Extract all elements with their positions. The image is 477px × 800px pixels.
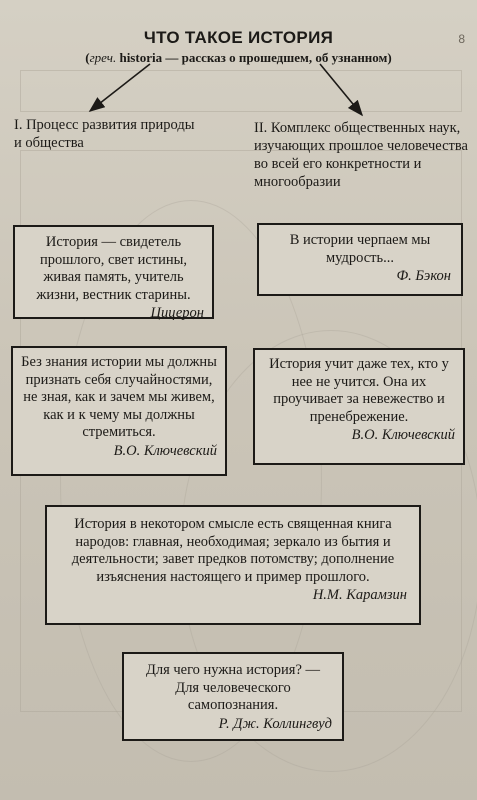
quote-box-cicero <box>13 225 214 319</box>
arrow-to-definition-2 <box>320 64 362 115</box>
quote-box-klyuchevsky-1 <box>11 346 227 476</box>
definition-sciences: II. Комплекс общественных наук, изучающих прошлое человечества во всей его конкретности и многообразии <box>254 120 468 190</box>
quote-author: В.О. Ключевский <box>351 427 455 443</box>
quote-box-collingwood <box>122 652 344 741</box>
quote-text: Без знания истории мы должны признать себя случайностями, не зная, как и зачем мы живем, как и к чему мы должны стремиться. <box>21 354 217 440</box>
quote-text: Для чего нужна история? — Для человеческого самопознания. <box>145 662 321 713</box>
quote-text: В истории черпаем мы мудрость... <box>289 232 431 266</box>
etymology-prefix: греч. <box>89 50 117 65</box>
arrow-to-definition-1 <box>90 64 150 111</box>
quote-box-klyuchevsky-2 <box>253 348 465 465</box>
quote-box-bacon <box>257 223 463 296</box>
quote-author: В.О. Ключевский <box>113 442 217 459</box>
quote-author: Ф. Бэкон <box>396 268 451 284</box>
quote-author: Н.М. Карамзин <box>312 587 407 603</box>
etymology-word: historia <box>119 50 163 65</box>
quote-text: История в некотором смысле есть священная книга народов: главная, необходимая; зеркало из бытия и деятельности; завет предков потомству; дополнение изъяснения настоящего и пример прошлого. <box>71 516 395 585</box>
etymology-meaning: — рассказ о прошедшем, об узнанном <box>165 50 388 65</box>
etymology-line: (греч. historia — рассказ о прошедшем, об узнанном) <box>85 50 392 65</box>
quote-author: Цицерон <box>150 305 204 321</box>
page-number: 8 <box>458 32 465 46</box>
definition-process: I. Процесс развития природы и общества <box>14 117 195 151</box>
quote-text: История учит даже тех, кто у нее не учится. Она их проучивает за невежество и пренебрежение. <box>269 356 449 425</box>
quote-box-karamzin <box>45 505 421 625</box>
page-title: ЧТО ТАКОЕ ИСТОРИЯ <box>143 28 334 47</box>
quote-text: История — свидетель прошлого, свет истины, живая память, учитель жизни, вестник старины. <box>36 234 191 303</box>
quote-author: Р. Дж. Коллингвуд <box>218 715 332 732</box>
